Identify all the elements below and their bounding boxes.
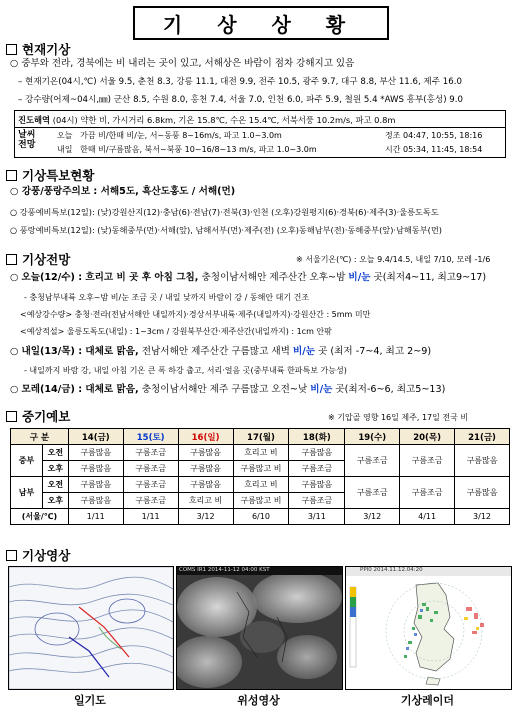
day-header: 20(목) <box>400 429 455 445</box>
current-rain: – 강수량(어제~04시,㎜) 군산 8.5, 수원 8.0, 홍천 7.4, 서울 7.0, 인천 6.0, 파주 5.9, 철원 5.4 *AWS 흥부(홍성) 9.0 <box>18 95 463 105</box>
circle-bullet-icon: ○ <box>10 225 18 235</box>
forecast-cell: 구름조금 <box>289 493 345 509</box>
satellite-caption: 위성영상 <box>237 694 280 707</box>
section-square-icon <box>6 254 17 265</box>
jindo-line: 진도해역 (04시) 약한 비, 가시거리 6.8km, 기온 15.8℃, 수온 15.4℃, 서북서풍 10.2m/s, 파고 0.8m <box>18 115 396 125</box>
forecast-cell: 구름조금 <box>123 445 178 461</box>
forecast-cell: 구름조금 <box>123 461 178 477</box>
weather-chart-image[interactable] <box>8 566 174 690</box>
period-cell: 오전 <box>42 445 68 461</box>
warning-item-3: ○ 풍랑예비특보(12일): (낮)동해중부(먼)·서해(앞), 남해서부(먼)·제주(전) (오후)동해남부(전)·동해중부(앞)·남해동부(먼) <box>10 225 442 235</box>
forecast-cell: 구름많음 <box>178 477 233 493</box>
day-header: 14(금) <box>68 429 123 445</box>
forecast-cell: 구름조금 <box>123 477 178 493</box>
section-square-icon <box>6 411 17 422</box>
section-square-icon <box>6 550 17 561</box>
day-header: 16(일) <box>178 429 233 445</box>
circle-bullet-icon: ○ <box>10 58 19 69</box>
seoul-temp-cell: 3/11 <box>289 509 345 525</box>
seoul-temp-cell: 4/11 <box>400 509 455 525</box>
radar-stamp: PPI0 2014.11.12.04:20 <box>360 567 423 573</box>
satellite-image[interactable] <box>176 566 343 690</box>
warning-heading: 기상특보현황 <box>6 166 94 184</box>
seoul-temp-note: ※ 서울기온(℃) : 오늘 9.4/14.5, 내일 7/10, 모레 -1/6 <box>296 255 491 264</box>
period-cell: 오전 <box>42 477 68 493</box>
divider <box>15 127 505 128</box>
tide-line-1: 정조 04:47, 10:55, 18:16 <box>385 131 483 140</box>
forecast-cell: 구름많음 <box>289 445 345 461</box>
seoul-temp-cell: 6/10 <box>233 509 289 525</box>
forecast-cell: 구름조금 <box>345 477 400 509</box>
warning-item-2: ○ 강풍예비특보(12일): (낮)강원산지(12)·충남(6)·전남(7)·전북(3)·인천 (오후)강원평지(6)·경북(6)·제주(3)·울릉도독도 <box>10 207 439 217</box>
outlook-today: ○ 오늘(12/수) : 흐리고 비 곳 후 아침 그침, 충청이남서해안 제주산간 오후~밤 비/눈 곳(최저4~11, 최고9~17) <box>10 272 487 283</box>
forecast-cell: 흐리고 비 <box>178 493 233 509</box>
current-temps: – 현재기온(04시,℃) 서울 9.5, 춘천 8.3, 강릉 11.1, 대전 9.9, 전주 10.5, 광주 9.7, 대구 8.8, 부산 11.6, 제주 16.0 <box>18 77 462 87</box>
circle-bullet-icon: ○ <box>10 346 19 357</box>
table-row <box>11 509 510 525</box>
images-heading: 기상영상 <box>6 546 70 564</box>
period-cell: 오후 <box>42 493 68 509</box>
forecast-cell: 구름조금 <box>345 445 400 477</box>
outlook-today-detail-1: - 충청남부내륙 오후~밤 비/눈 조금 곳 / 내일 낮까지 바람이 강 / 동해안 대기 건조 <box>24 293 310 302</box>
section-square-icon <box>6 44 17 55</box>
seoul-temp-cell: 1/11 <box>68 509 123 525</box>
forecast-cell: 구름많음 <box>68 493 123 509</box>
midterm-forecast-table <box>10 428 510 525</box>
radar-image[interactable] <box>345 566 512 690</box>
circle-bullet-icon: ○ <box>10 272 19 283</box>
current-weather-heading: 현재기상 <box>6 40 70 58</box>
section-square-icon <box>6 170 17 181</box>
tomorrow-sea-line: 내일 한때 비/구름많음, 북서~북풍 10~16/8~13 m/s, 파고 1.0~3.0m <box>57 145 317 154</box>
forecast-cell: 구름많음 <box>68 445 123 461</box>
forecast-cell: 구름많음 <box>68 477 123 493</box>
tide-line-2: 시간 05:34, 11:45, 18:54 <box>385 145 483 154</box>
forecast-cell: 흐리고 비 <box>233 477 289 493</box>
outlook-tomorrow: ○ 내일(13/목) : 대체로 맑음, 전남서해안 제주산간 구름많고 새벽 비/눈 곳 (최저 -7~4, 최고 2~9) <box>10 346 432 357</box>
page-title: 기 상 상 황 <box>162 12 360 37</box>
region-cell: 남부 <box>11 477 43 509</box>
forecast-cell: 구름많고 비 <box>233 461 289 477</box>
forecast-cell: 구름조금 <box>289 461 345 477</box>
forecast-cell: 구름조금 <box>400 477 455 509</box>
circle-bullet-icon: ○ <box>10 186 19 197</box>
table-header-cell: 구 분 <box>11 429 69 445</box>
forecast-cell: 흐리고 비 <box>233 445 289 461</box>
forecast-cell: 구름조금 <box>400 445 455 477</box>
outlook-tomorrow-detail: - 내일까지 바람 강, 내일 아침 기온 큰 폭 하강 춥고, 서리·얼음 곳(중부내륙 한파특보 가능성) <box>24 366 347 375</box>
forecast-cell: 구름많음 <box>455 477 510 509</box>
forecast-cell: 구름많음 <box>455 445 510 477</box>
seoul-label-cell: (서울/℃) <box>11 509 69 525</box>
satellite-stamp: COMS IR1 2014-11-12 04:00 KST <box>179 567 270 573</box>
radar-icon <box>346 567 511 689</box>
day-header: 17(월) <box>233 429 289 445</box>
midterm-note: ※ 기압골 영향 16일 제주, 17일 전국 비 <box>328 413 469 422</box>
outlook-today-detail-3: <예상적설> 울릉도독도(내일) : 1~3cm / 강원북부산간·제주산간(내일까지) : 1cm 안팎 <box>20 327 332 336</box>
forecast-cell: 구름많음 <box>289 477 345 493</box>
radar-caption: 기상레이더 <box>400 694 455 707</box>
circle-bullet-icon: ○ <box>10 207 18 217</box>
day-header: 15(토) <box>123 429 178 445</box>
forecast-cell: 구름많고 비 <box>233 493 289 509</box>
outlook-today-detail-2: <예상강수량> 충청·전라(전남서해안 내일까지)·경상서부내륙·제주(내일까지)·강원산간 : 5mm 미만 <box>20 310 371 319</box>
forecast-cell: 구름많음 <box>178 445 233 461</box>
seoul-temp-cell: 3/12 <box>455 509 510 525</box>
forecast-cell: 구름조금 <box>123 493 178 509</box>
day-header: 18(화) <box>289 429 345 445</box>
table-row <box>11 445 510 461</box>
weather-map-icon <box>9 567 173 689</box>
day-header: 21(금) <box>455 429 510 445</box>
table-row <box>11 477 510 493</box>
seoul-temp-cell: 3/12 <box>345 509 400 525</box>
circle-bullet-icon: ○ <box>10 384 19 395</box>
forecast-cell: 구름많음 <box>178 461 233 477</box>
period-cell: 오후 <box>42 461 68 477</box>
current-summary: ○ 중부와 전라, 경북에는 비 내리는 곳이 있고, 서해상은 바람이 점차 강해지고 있음 <box>10 58 355 69</box>
region-cell: 중부 <box>11 445 43 477</box>
table-header-row <box>11 429 510 445</box>
page-title-box <box>133 6 389 40</box>
outlook-day-after: ○ 모레(14/금) : 대체로 맑음, 충청이남서해안 제주 구름많고 오전~낮 비/눈 곳(최저-6~6, 최고5~13) <box>10 384 446 395</box>
seoul-temp-cell: 3/12 <box>178 509 233 525</box>
weather-chart-caption: 일기도 <box>74 694 106 707</box>
midterm-heading: 중기예보 <box>6 407 70 425</box>
today-sea-line: 오늘 가끔 비/한때 비/눈, 서~동풍 8~16m/s, 파고 1.0~3.0m <box>57 131 282 140</box>
day-header: 19(수) <box>345 429 400 445</box>
forecast-cell: 구름많음 <box>68 461 123 477</box>
seoul-temp-cell: 1/11 <box>123 509 178 525</box>
outlook-heading: 기상전망 <box>6 250 70 268</box>
jindo-box <box>14 110 506 158</box>
satellite-icon <box>177 567 342 689</box>
warning-item-1: ○ 강풍/풍랑주의보 : 서해5도, 흑산도홍도 / 서해(먼) <box>10 186 236 197</box>
weather-outlook-label: 날씨 전망 <box>18 130 36 150</box>
